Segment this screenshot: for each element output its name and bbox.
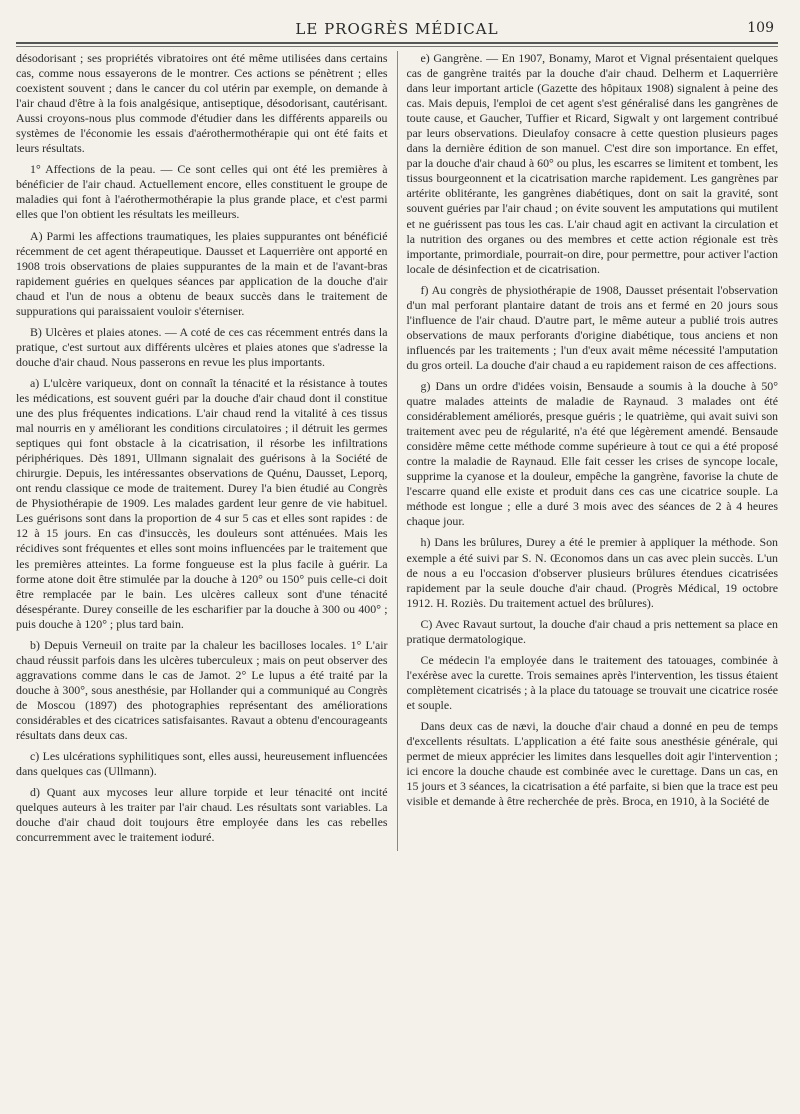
paragraph: Ce médecin l'a employée dans le traitement des tatouages, combinée à l'exérèse avec la curette. Trois semaines après l'intervention, les tissus étaient complètement cicatrisés ; à la place du tatouage se trouvait une cicatrice rosée et souple.	[406, 652, 778, 712]
paragraph: 1° Affections de la peau. — Ce sont celles qui ont été les premières à bénéficier de l'air chaud. Actuellement encore, elles constituent le groupe de maladies qui font à l'aérothermothérapie la plus grande place, et c'est parmi elles que l'on obtient les résultats les meilleurs.	[16, 162, 388, 222]
left-column	[16, 51, 388, 851]
page-number: 109	[747, 20, 774, 36]
header-rule	[16, 42, 778, 44]
paragraph: g) Dans un ordre d'idées voisin, Bensaude a soumis à la douche à 50° quatre malades atteints de maladie de Raynaud. 3 malades ont été considérablement améliorés, presque guéris ; le quatrième, qui avait suivi son traitement avec peu de régularité, n'a été que légèrement amendé. Bensaude considère même cette méthode comme supérieure à tout ce qui a été proposé contre la maladie de Raynaud. Elle fait cesser les crises de syncope locale, supprime la cyanose et la douleur, empêche la gangrène, favorise la chute de l'escarre quand elle existe et produit dans ces cas une cicatrice souple. La méthode est longue ; elle a duré 3 mois avec des séances de 2 à 4 heures chaque jour.	[406, 378, 778, 529]
paragraph: d) Quant aux mycoses leur allure torpide et leur ténacité ont incité quelques auteurs à les traiter par l'air chaud. Les résultats sont variables. La douche d'air chaud doit toujours être employée dans les cas rebelles concurremment avec le traitement ioduré.	[16, 785, 388, 845]
column-divider	[397, 51, 398, 851]
paragraph: f) Au congrès de physiothérapie de 1908, Dausset présentait l'observation d'un mal perforant plantaire datant de trois ans et fermé en 20 jours sous l'influence de l'air chaud. D'autre part, le même auteur a publié trois autres observations de maux perforants d'origine diabétique, tous anciens et non influencés par les traitements ; l'un d'eux avait même nécessité l'amputation du gros orteil. La douche d'air chaud a eu rapidement raison de ces affections.	[406, 282, 778, 372]
header-rule-thin	[16, 46, 778, 47]
paragraph: A) Parmi les affections traumatiques, les plaies suppurantes ont bénéficié récemment de cet agent thérapeutique. Dausset et Laquerrière ont apporté en 1908 trois observations de plaies suppurantes de la main et de l'avant-bras rapidement guéries en quelques séances par application de la douche d'air chaud et l'un de nous a obtenu de beaux succès dans le traitement de suppurations qui paraissaient vouloir s'éterniser.	[16, 228, 388, 318]
paragraph: C) Avec Ravaut surtout, la douche d'air chaud a pris nettement sa place en pratique dermatologique.	[406, 616, 778, 646]
paragraph: c) Les ulcérations syphilitiques sont, elles aussi, heureusement influencées dans quelques cas (Ullmann).	[16, 749, 388, 779]
paragraph: désodorisant ; ses propriétés vibratoires ont été même utilisées dans certains cas, comme nous essayerons de le montrer. Ces actions se pénètrent ; elles coexistent souvent ; dans le cancer du col utérin par exemple, on demande à l'air chaud d'être à la fois analgésique, antiseptique, désodorisant, cautérisant. Aussi croyons-nous plus commode d'étudier dans les différents appareils ou systèmes de l'économie les essais d'aérothermothérapie qui ont été faits et leurs résultats.	[16, 51, 388, 156]
paragraph: h) Dans les brûlures, Durey a été le premier à appliquer la méthode. Son exemple a été suivi par S. N. Œconomos dans un cas avec plein succès. L'un de nous a eu l'occasion d'observer plusieurs brûlures étendues cicatrisées rapidement par la seule douche d'air chaud. (Progrès Médical, 19 octobre 1912. H. Roziès. Du traitement actuel des brûlures).	[406, 535, 778, 610]
paragraph: b) Depuis Verneuil on traite par la chaleur les bacilloses locales. 1° L'air chaud réussit parfois dans les ulcères tuberculeux ; mais on peut observer des aggravations comme dans le cas de Jamot. 2° Le lupus a été traité par la douche à 300°, sous anesthésie, par Hollander qui a communiqué au Congrès de Moscou (1897) des photographies représentant des améliorations considérables et des cicatrices satisfaisantes. Ravaut a obtenu d'encourageants résultats dans deux cas.	[16, 637, 388, 743]
paragraph: a) L'ulcère variqueux, dont on connaît la ténacité et la résistance à toutes les médications, est souvent guéri par la douche d'air chaud dont il constitue une des plus fréquentes indications. L'air chaud rend la vitalité à ces tissus mal nourris en y améliorant les conditions circulatoires ; il détruit les germes septiques qui font obstacle à la cicatrisation, il résorbe les infiltrations périphériques. Dès 1891, Ullmann signalait des guérisons à la Société de chirurgie. Depuis, les intéressantes observations de Quénu, Dausset, Leporq, ont rendu classique ce mode de traitement. Durey l'a bien étudié au Congrès de Physiothérapie de 1909. Les malades gardent leur genre de vie habituel. Les guérisons sont dans la proportion de 4 sur 5 cas et elles sont rapides : de 12 à 15 jours. En cas d'insuccès, les douleurs sont atténuées. Mais les récidives sont fréquentes et elles sont moins influencées par le traitement que les premières atteintes. La forme fongueuse est la plus facile à guérir. La forme atone doit être stimulée par la douche à 120° ou 150° puis celle-ci doit être remplacée par le bain. Les ulcères calleux sont d'une ténacité désespérante. Durey conseille de les escharifier par la douche à 300 ou 400° ; puis douche à 120° ; plus tard bain.	[16, 375, 388, 631]
right-column	[407, 51, 779, 851]
journal-title: LE PROGRÈS MÉDICAL	[295, 20, 499, 38]
text-columns	[16, 51, 778, 851]
paragraph: B) Ulcères et plaies atones. — A coté de ces cas récemment entrés dans la pratique, c'est surtout aux différents ulcères et plaies atones que s'adresse la douche d'air chaud. Nous passerons en revue les plus importants.	[16, 324, 388, 369]
running-header	[16, 14, 778, 40]
paragraph: Dans deux cas de nævi, la douche d'air chaud a donné en peu de temps d'excellents résultats. L'application a été faite sous anesthésie générale, qui permet de mieux apprécier les limites dans lesquelles doit agir l'intervention ; ici encore la douche chaude est combinée avec le curettage. Dans un cas, en 15 jours et 3 séances, la cicatrisation a été parfaite, si bien que la trace est peu visible et demande à être recherchée de près. Broca, en 1910, à la Société de	[406, 718, 778, 809]
paragraph: e) Gangrène. — En 1907, Bonamy, Marot et Vignal présentaient quelques cas de gangrène traités par la douche d'air chaud. Delherm et Laquerrière dans leur important article (Gazette des hôpitaux 1908) signalent à peine des cas. Mais depuis, l'emploi de cet agent s'est généralisé dans les gangrènes de toute cause, et Gaucher, Tuffier et Ricard, Sigwalt y ont largement contribué par leurs observations. Dieulafoy consacre à cette question plusieurs pages dans la dernière édition de son manuel. C'est dire son importance. En effet, par la douche d'air chaud à 60° ou plus, les escarres se limitent et tombent, les tissus bourgeonnent et la cicatrisation marche rapidement. Les gangrènes par artérite oblitérante, les gangrènes diabétiques, dont on sait la gravité, sont souvent guéries par l'air chaud ; on évite souvent les amputations qui mutilent et ne guérissent pas tous les cas. L'air chaud agit en activant la circulation et la nutrition des organes ou des membres et cette action régionale est très importante, primordiale, pourrait-on dire, pour permettre, pour activer l'action locale de désinfection et de cicatrisation.	[406, 51, 778, 276]
